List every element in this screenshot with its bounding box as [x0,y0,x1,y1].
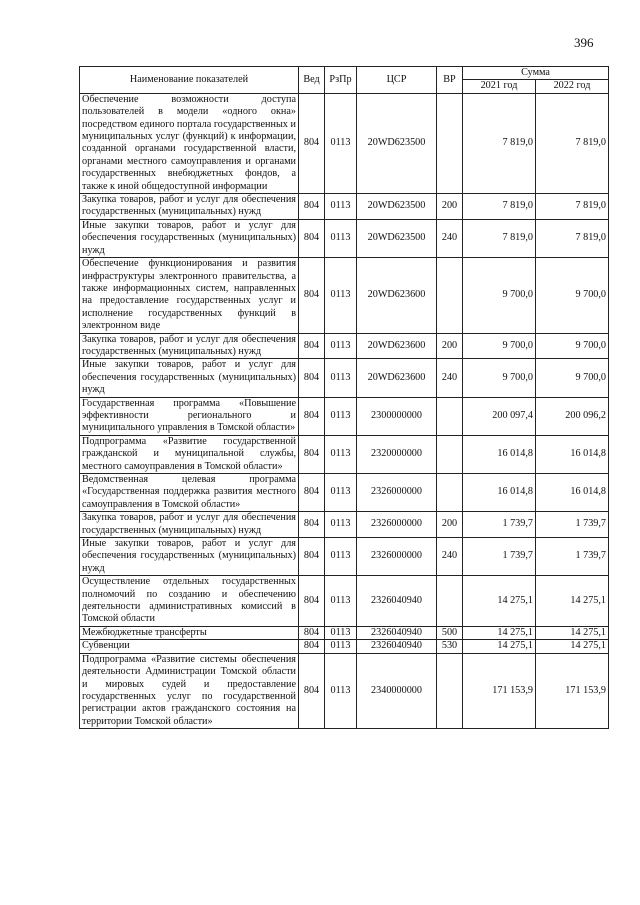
cell-2022: 171 153,9 [536,653,609,728]
cell-name: Подпрограмма «Развитие государственной гражданской и муниципальной службы, местного самоуправления в Томской области» [80,435,299,473]
cell-name: Подпрограмма «Развитие системы обеспечения деятельности Администрации Томской области и мировых судей и предоставление государственных услуг по государственной регистрации актов гражданского состояния на территории Томской области» [80,653,299,728]
cell-rzpr: 0113 [325,258,357,333]
cell-name: Иные закупки товаров, работ и услуг для обеспечения государственных (муниципальных) нужд [80,219,299,257]
cell-name: Обеспечение возможности доступа пользователей в модели «одного окна» посредством единого портала государственных и муниципальных услуг (функций) к информации, созданной органами государственной власти, органами местного самоуправления и органами государственных внебюджетных фондов, а также к иной общедоступной информации [80,93,299,193]
header-sum: Сумма [463,67,609,80]
cell-ved: 804 [299,640,325,653]
cell-2021: 1 739,7 [463,512,536,538]
table-row [80,93,609,193]
cell-vr: 240 [437,219,463,257]
cell-vr [437,397,463,435]
cell-2022: 14 275,1 [536,626,609,639]
cell-rzpr: 0113 [325,435,357,473]
page-number: 396 [574,35,594,50]
cell-2021: 14 275,1 [463,576,536,627]
cell-csr: 2326040940 [357,640,437,653]
header-vr: ВР [437,67,463,94]
cell-2022: 7 819,0 [536,219,609,257]
cell-name: Межбюджетные трансферты [80,626,299,639]
cell-vr [437,93,463,193]
cell-rzpr: 0113 [325,397,357,435]
cell-vr: 530 [437,640,463,653]
cell-2022: 16 014,8 [536,474,609,512]
cell-csr: 20WD623500 [357,194,437,220]
cell-csr: 20WD623500 [357,219,437,257]
cell-2022: 7 819,0 [536,93,609,193]
cell-csr: 2300000000 [357,397,437,435]
cell-rzpr: 0113 [325,219,357,257]
cell-rzpr: 0113 [325,538,357,576]
table-row [80,512,609,538]
cell-2021: 1 739,7 [463,538,536,576]
cell-2022: 16 014,8 [536,435,609,473]
cell-name: Закупка товаров, работ и услуг для обеспечения государственных (муниципальных) нужд [80,194,299,220]
cell-2021: 200 097,4 [463,397,536,435]
cell-ved: 804 [299,359,325,397]
cell-2021: 9 700,0 [463,359,536,397]
cell-rzpr: 0113 [325,653,357,728]
cell-csr: 2326000000 [357,512,437,538]
header-year-2022: 2022 год [536,80,609,93]
cell-vr [437,653,463,728]
cell-name: Закупка товаров, работ и услуг для обеспечения государственных (муниципальных) нужд [80,512,299,538]
cell-csr: 20WD623600 [357,359,437,397]
cell-ved: 804 [299,397,325,435]
cell-2021: 9 700,0 [463,333,536,359]
cell-ved: 804 [299,93,325,193]
cell-vr: 200 [437,194,463,220]
cell-rzpr: 0113 [325,359,357,397]
cell-csr: 2326000000 [357,538,437,576]
budget-table [79,66,609,729]
cell-vr: 240 [437,359,463,397]
cell-csr: 2326000000 [357,474,437,512]
table-row [80,258,609,333]
table-row [80,576,609,627]
header-rzpr: РзПр [325,67,357,94]
cell-ved: 804 [299,219,325,257]
cell-csr: 20WD623600 [357,333,437,359]
cell-ved: 804 [299,653,325,728]
header-ved: Вед [299,67,325,94]
cell-2021: 7 819,0 [463,194,536,220]
cell-vr: 200 [437,512,463,538]
cell-csr: 20WD623500 [357,93,437,193]
cell-vr [437,474,463,512]
cell-vr [437,435,463,473]
cell-name: Закупка товаров, работ и услуг для обеспечения государственных (муниципальных) нужд [80,333,299,359]
cell-2021: 7 819,0 [463,93,536,193]
cell-vr [437,258,463,333]
cell-vr: 240 [437,538,463,576]
table-row [80,219,609,257]
cell-2021: 14 275,1 [463,626,536,639]
table-body [80,93,609,728]
cell-2022: 9 700,0 [536,258,609,333]
cell-name: Осуществление отдельных государственных полномочий по созданию и обеспечению деятельности административных комиссий в Томской области [80,576,299,627]
table-row [80,474,609,512]
cell-rzpr: 0113 [325,640,357,653]
cell-2022: 14 275,1 [536,640,609,653]
cell-ved: 804 [299,474,325,512]
cell-name: Ведомственная целевая программа «Государственная поддержка развития местного самоуправления в Томской области» [80,474,299,512]
cell-rzpr: 0113 [325,626,357,639]
cell-2021: 16 014,8 [463,435,536,473]
cell-csr: 2326040940 [357,626,437,639]
cell-2021: 171 153,9 [463,653,536,728]
cell-vr [437,576,463,627]
cell-2022: 1 739,7 [536,512,609,538]
header-name: Наименование показателей [80,67,299,94]
cell-vr: 500 [437,626,463,639]
cell-rzpr: 0113 [325,474,357,512]
cell-2022: 200 096,2 [536,397,609,435]
cell-csr: 2340000000 [357,653,437,728]
cell-ved: 804 [299,576,325,627]
cell-ved: 804 [299,538,325,576]
cell-2022: 9 700,0 [536,359,609,397]
table-row [80,194,609,220]
cell-ved: 804 [299,435,325,473]
cell-csr: 20WD623600 [357,258,437,333]
cell-2021: 9 700,0 [463,258,536,333]
cell-ved: 804 [299,333,325,359]
cell-2021: 16 014,8 [463,474,536,512]
cell-ved: 804 [299,194,325,220]
cell-2021: 7 819,0 [463,219,536,257]
cell-rzpr: 0113 [325,194,357,220]
cell-name: Обеспечение функционирования и развития инфраструктуры электронного правительства, а также информационных систем, направленных на предоставление государственных услуг и исполнение государственных функций в электронном виде [80,258,299,333]
cell-rzpr: 0113 [325,576,357,627]
cell-ved: 804 [299,512,325,538]
table-row [80,653,609,728]
table-row [80,397,609,435]
cell-2022: 7 819,0 [536,194,609,220]
table-row [80,640,609,653]
cell-ved: 804 [299,258,325,333]
cell-name: Субвенции [80,640,299,653]
table-row [80,333,609,359]
cell-name: Государственная программа «Повышение эффективности регионального и муниципального управления в Томской области» [80,397,299,435]
cell-name: Иные закупки товаров, работ и услуг для обеспечения государственных (муниципальных) нужд [80,359,299,397]
table-row [80,359,609,397]
cell-ved: 804 [299,626,325,639]
cell-name: Иные закупки товаров, работ и услуг для обеспечения государственных (муниципальных) нужд [80,538,299,576]
cell-2022: 14 275,1 [536,576,609,627]
cell-rzpr: 0113 [325,333,357,359]
cell-2021: 14 275,1 [463,640,536,653]
table-row [80,626,609,639]
header-csr: ЦСР [357,67,437,94]
cell-vr: 200 [437,333,463,359]
cell-2022: 1 739,7 [536,538,609,576]
cell-rzpr: 0113 [325,93,357,193]
cell-rzpr: 0113 [325,512,357,538]
header-year-2021: 2021 год [463,80,536,93]
cell-csr: 2320000000 [357,435,437,473]
cell-csr: 2326040940 [357,576,437,627]
table-row [80,538,609,576]
table-row [80,435,609,473]
cell-2022: 9 700,0 [536,333,609,359]
